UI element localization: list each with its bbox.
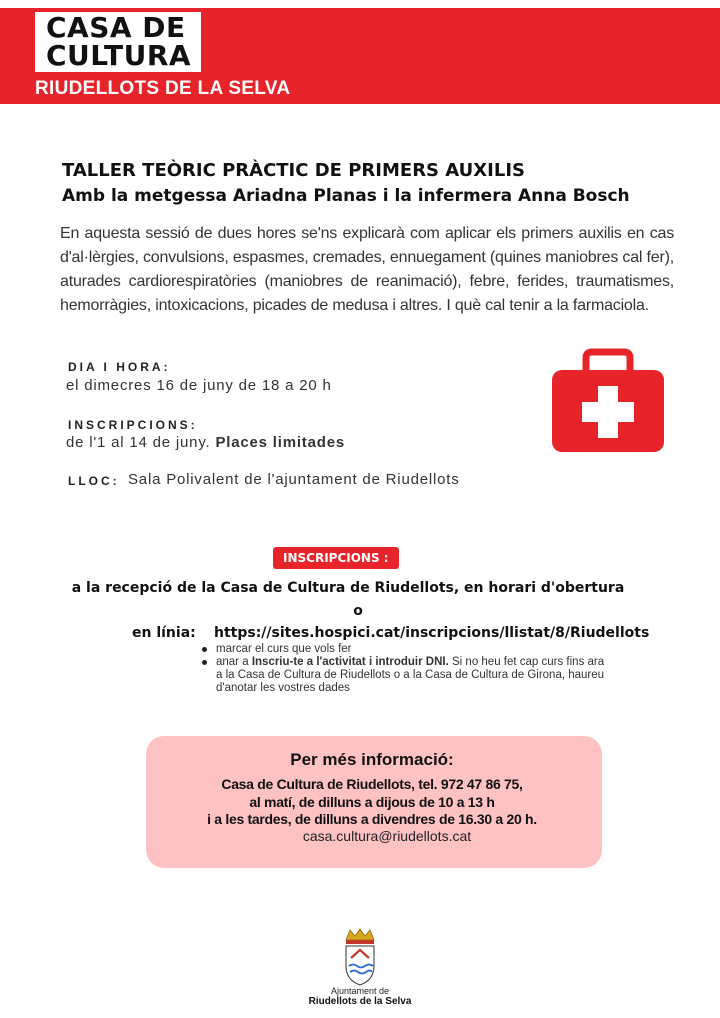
registration-dates: de l'1 al 14 de juny. [66, 434, 211, 451]
registration-label: INSCRIPCIONS: [68, 418, 198, 432]
online-label: en línia: [132, 625, 196, 641]
info-line-morning: al matí, de dilluns a dijous de 10 a 13 h [249, 794, 495, 810]
or-separator: o [353, 603, 363, 619]
brand-line-1: CASA DE [46, 11, 186, 44]
registration-badge: INSCRIPCIONS : [273, 547, 399, 569]
event-description: En aquesta sessió de dues hores se'ns explicarà com aplicar els primers auxilis en cas d'al·lèrgies, convulsions, espasmes, cremades, ennuegament (quines maniobres cal fer), aturades cardiorespiratòries (maniobres de reanimació), febre, ferides, traumatismes, hemorràgies, intoxicacions, picades de medusa i altres. I què cal tenir a la farmaciola. [60, 225, 674, 314]
footer-line-1: Ajuntament de [330, 986, 390, 996]
info-line-phone: Casa de Cultura de Riudellots, tel. 972 47 86 75, [221, 776, 523, 792]
contact-email-link[interactable]: casa.cultura@riudellots.cat [302, 828, 472, 844]
municipal-crest-icon [340, 928, 380, 988]
reception-info: a la recepció de la Casa de Cultura de Riudellots, en horari d'obertura [71, 580, 625, 596]
registration-steps [200, 643, 610, 695]
list-item: marcar el curs que vols fer [200, 643, 610, 656]
footer-line-2: Riudellots de la Selva [308, 996, 412, 1007]
registration-value [66, 434, 345, 451]
first-aid-kit-icon [548, 348, 668, 458]
bullet-icon [202, 647, 207, 652]
brand-line-2: CULTURA [46, 39, 192, 72]
brand-location: RIUDELLOTS DE LA SELVA [35, 78, 291, 99]
date-label: DIA I HORA: [68, 360, 171, 374]
info-line-afternoon: i a les tardes, de dilluns a divendres de 16.30 a 20 h. [207, 811, 537, 827]
place-value: Sala Polivalent de l'ajuntament de Riudellots [128, 471, 460, 488]
registration-note: Places limitades [215, 434, 345, 451]
place-label: LLOC: [68, 474, 120, 488]
date-value: el dimecres 16 de juny de 18 a 20 h [66, 377, 332, 394]
event-title: TALLER TEÒRIC PRÀCTIC DE PRIMERS AUXILIS [62, 160, 525, 181]
bullet-icon [202, 660, 207, 665]
info-title: Per més informació: [290, 750, 454, 769]
list-item: anar a Inscriu-te a l'activitat i introduir DNI. Si no heu fet cap curs fins ara a la Casa de Cultura de Riudellots o a la Casa de Cultura de Girona, haureu d'anotar les vostres dades [200, 656, 610, 695]
online-registration-link[interactable]: https://sites.hospici.cat/inscripcions/llistat/8/Riudellots [214, 625, 650, 641]
event-subtitle: Amb la metgessa Ariadna Planas i la infermera Anna Bosch [62, 186, 630, 206]
